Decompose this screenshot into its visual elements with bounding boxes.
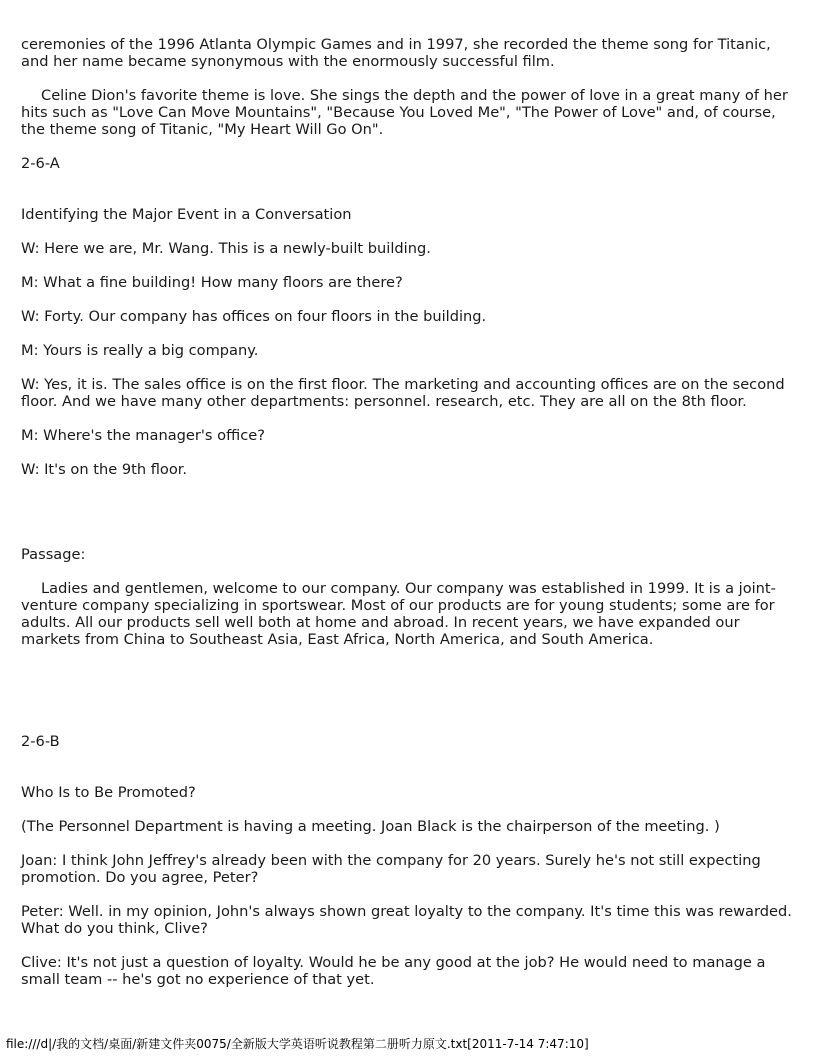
section-b-label: 2-6-B <box>21 733 60 750</box>
section-a-label: 2-6-A <box>21 155 60 172</box>
dialogue-a-line: W: Yes, it is. The sales office is on the first floor. The marketing and accounting offices are on the second floor. And we have many other departments: personnel. research, etc. They are all on the 8th floor. <box>21 376 785 410</box>
dialogue-a-line: M: What a fine building! How many floors are there? <box>21 274 403 291</box>
spacer <box>21 767 796 784</box>
dialogue-b-line: Clive: It's not just a question of loyalty. Would he be any good at the job? He would need to manage a small team -- he's got no experience of that yet. <box>21 954 766 988</box>
dialogue-a-line: M: Where's the manager's office? <box>21 427 265 444</box>
spacer <box>21 189 796 206</box>
dialogue-b-line: Peter: Well. in my opinion, John's always shown great loyalty to the company. It's time this was rewarded. What do you think, Clive? <box>21 903 792 937</box>
dialogue-a-line: M: Yours is really a big company. <box>21 342 259 359</box>
spacer <box>21 665 796 733</box>
section-b-intro: (The Personnel Department is having a meeting. Joan Black is the chairperson of the meeting. ) <box>21 818 720 835</box>
passage-text: Ladies and gentlemen, welcome to our company. Our company was established in 1999. It is a joint-venture company specializing in sportswear. Most of our products are for young students; some are for adults. All our products sell well both at home and abroad. In recent years, we have expanded our markets from China to Southeast Asia, East Africa, North America, and South America. <box>21 580 776 648</box>
dialogue-a-line: W: It's on the 9th floor. <box>21 461 188 478</box>
spacer <box>21 495 796 546</box>
dialogue-b-line: Joan: I think John Jeffrey's already been with the company for 20 years. Surely he's not still expecting promotion. Do you agree, Peter? <box>21 852 761 886</box>
file-path-footer: file:///d|/我的文档/桌面/新建文件夹0075/全新版大学英语听说教程第二册听力原文.txt[2011-7-14 7:47:10] <box>6 1037 589 1051</box>
section-a-title: Identifying the Major Event in a Conversation <box>21 206 352 223</box>
dialogue-a-line: W: Here we are, Mr. Wang. This is a newly-built building. <box>21 240 431 257</box>
paragraph-dion-theme: Celine Dion's favorite theme is love. She sings the depth and the power of love in a great many of her hits such as "Love Can Move Mountains", "Because You Loved Me", "The Power of Love" and, of course, the theme song of Titanic, "My Heart Will Go On". <box>21 87 788 138</box>
document-body <box>21 36 796 1005</box>
passage-label: Passage: <box>21 546 86 563</box>
section-b-title: Who Is to Be Promoted? <box>21 784 196 801</box>
paragraph-intro-continued: ceremonies of the 1996 Atlanta Olympic Games and in 1997, she recorded the theme song for Titanic, and her name became synonymous with the enormously successful film. <box>21 36 771 70</box>
dialogue-a-line: W: Forty. Our company has offices on four floors in the building. <box>21 308 487 325</box>
